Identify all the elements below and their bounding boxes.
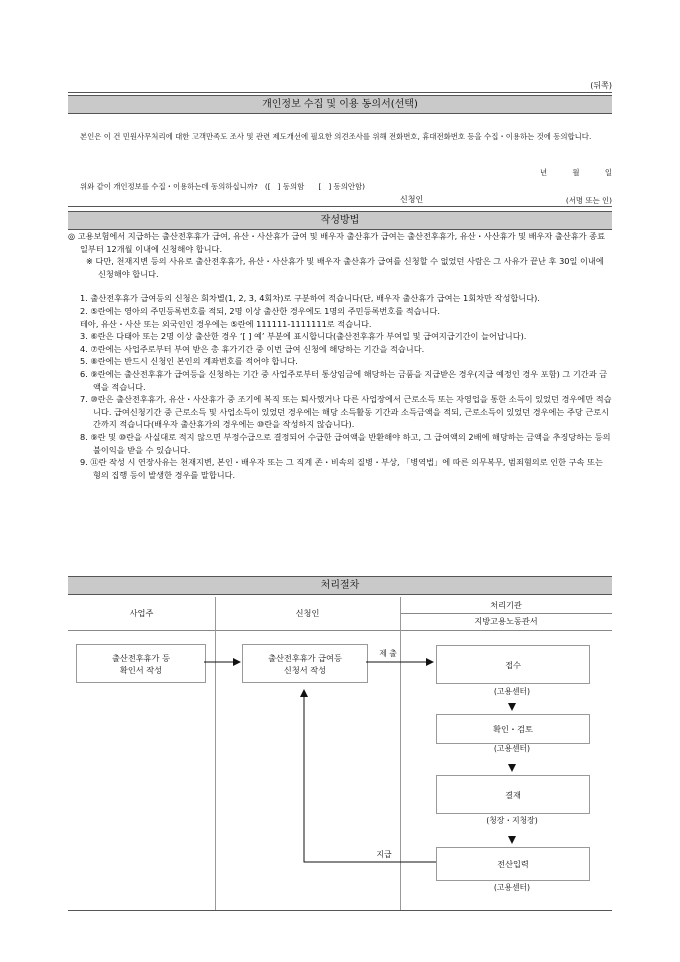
column-agency-sub: 지방고용노동관서 <box>474 616 538 626</box>
step-box-receipt: 접수 <box>436 645 590 684</box>
signature-note: (서명 또는 인) <box>565 196 612 205</box>
date-month-label: 월 <box>572 168 580 177</box>
applicant-box-line1: 출산전후휴가 급여등 <box>268 652 342 663</box>
step-box-approval: 결재 <box>436 775 590 814</box>
instructions-note: ※ 다만, 천재지변 등의 사유로 출산전후휴가, 유산・사산휴가 및 배우자 출산휴가 급여를 신청할 수 없었던 사람은 그 사유가 끝난 후 30일 이내에 신청해야 합니다. <box>86 256 604 279</box>
arrow-payment-return <box>304 690 436 862</box>
arrow-approval-to-entry <box>508 836 516 844</box>
instruction-item: 6. ⑨란에는 출산전후휴가 급여등을 신청하는 기간 중 사업주로부터 통상임금에 해당하는 금품을 지급받은 경우(지급 예정인 경우 포함) 그 기간과 금액을 적습니다. <box>80 368 608 392</box>
applicant-box-line2: 신청서 작성 <box>283 664 327 675</box>
employer-box-line1: 출산전후휴가 등 <box>112 652 170 663</box>
instruction-item: 4. ⑦란에는 사업주로부터 부여 받은 총 휴가기간 중 이번 급여 신청에 해당하는 기간을 적습니다. <box>80 343 425 354</box>
instruction-item-extra: 테아, 유산・사산 또는 외국인인 경우에는 ⑤란에 111111-1111111로 적습니다. <box>80 318 372 329</box>
instructions-title: 작성방법 <box>68 211 612 230</box>
step-box-review: 확인・검토 <box>436 714 590 744</box>
instructions-intro: ◎ 고용보험에서 지급하는 출산전후휴가 급여, 유산・사산휴가 급여 및 배우자 출산휴가 급여는 출산전후휴가, 유산・사산휴가 및 배우자 출산휴가 종료일부터 12개월 이내에 신청해야 합니다. <box>68 231 606 254</box>
submit-label: 제 출 <box>379 649 397 658</box>
arrow-receipt-to-review <box>508 703 516 711</box>
consent-question: 위와 같이 개인정보를 수집・이용하는데 동의하십니까? ([ ] 동의함 [ ] 동의안함) <box>80 182 365 191</box>
date-day-label: 일 <box>604 168 612 177</box>
instruction-item: 2. ⑤란에는 영아의 주민등록번호를 적되, 2명 이상 출산한 경우에도 1명의 주민등록번호를 적습니다. <box>80 305 440 316</box>
instruction-item: 9. ⑪란 작성 시 연장사유는 천재지변, 본인・배우자 또는 그 직계 존・비속의 질병・부상, 「병역법」에 따른 의무복무, 범죄혐의로 인한 구속 또는 형의 집행 등이 발생한 경우를 말합니다. <box>80 457 603 480</box>
pay-label: 지급 <box>376 850 392 859</box>
instruction-item: 7. ⑩란은 출산전후휴가, 유산・사산휴가 중 조기에 복직 또는 퇴사했거나 다른 사업장에서 근로소득 또는 자영업을 통한 소득이 있었던 경우에만 적습니다. 급여신청기간 중 근로소득 및 사업소득이 있었던 경우에는 해당 소득활동 기간과 소득금액을 적되, 근로소득이 있었던 경우에는 주당 근로시간까지 적습니다(배우자 출산휴가의 경우에는 ⑩란을 작성하지 않습니다). <box>80 394 612 430</box>
date-year-label: 년 <box>540 168 548 177</box>
step-box-entry: 전산입력 <box>436 847 590 881</box>
employer-box-line2: 확인서 작성 <box>119 664 163 675</box>
column-agency: 처리기관 <box>490 600 522 610</box>
instruction-item: 1. 출산전후휴가 급여등의 신청은 회차별(1, 2, 3, 4회차)로 구분하여 적습니다(단, 배우자 출산휴가 급여는 1회차만 작성합니다). <box>80 293 540 304</box>
step-org-approval: (청장・지청장) <box>486 816 538 825</box>
consent-title: 개인정보 수집 및 이용 동의서(선택) <box>68 95 612 114</box>
column-employer: 사업주 <box>129 608 154 618</box>
step-org-entry: (고용센터) <box>493 883 531 892</box>
signer-label: 신청인 <box>400 195 424 204</box>
procedure-title: 처리절차 <box>68 576 612 595</box>
instruction-item: 5. ⑧란에는 반드시 신청인 본인의 계좌번호를 적어야 합니다. <box>80 356 298 367</box>
page-label: (뒤쪽) <box>590 81 612 90</box>
arrow-review-to-approval <box>508 764 516 772</box>
instruction-item: 8. ⑨란 및 ⑩란을 사실대로 적지 않으면 부정수급으로 결정되어 수급한 급여액을 반환해야 하고, 그 급여액의 2배에 해당하는 금액을 추징당하는 등의 불이익을 받을 수 있습니다. <box>80 431 611 455</box>
column-applicant: 신청인 <box>295 608 320 618</box>
instruction-item: 3. ⑥란은 다태아 또는 2명 이상 출산한 경우 ‘[ ] 예’ 부분에 표시합니다(출산전후휴가 부여일 및 급여지급기간이 늘어납니다). <box>80 331 527 342</box>
step-org-review: (고용센터) <box>493 744 531 753</box>
consent-body: 본인은 이 건 민원사무처리에 대한 고객만족도 조사 및 관련 제도개선에 필요한 의견조사를 위해 전화번호, 휴대전화번호 등을 수집・이용하는 것에 동의합니다. <box>80 132 592 141</box>
step-org-receipt: (고용센터) <box>493 687 531 696</box>
